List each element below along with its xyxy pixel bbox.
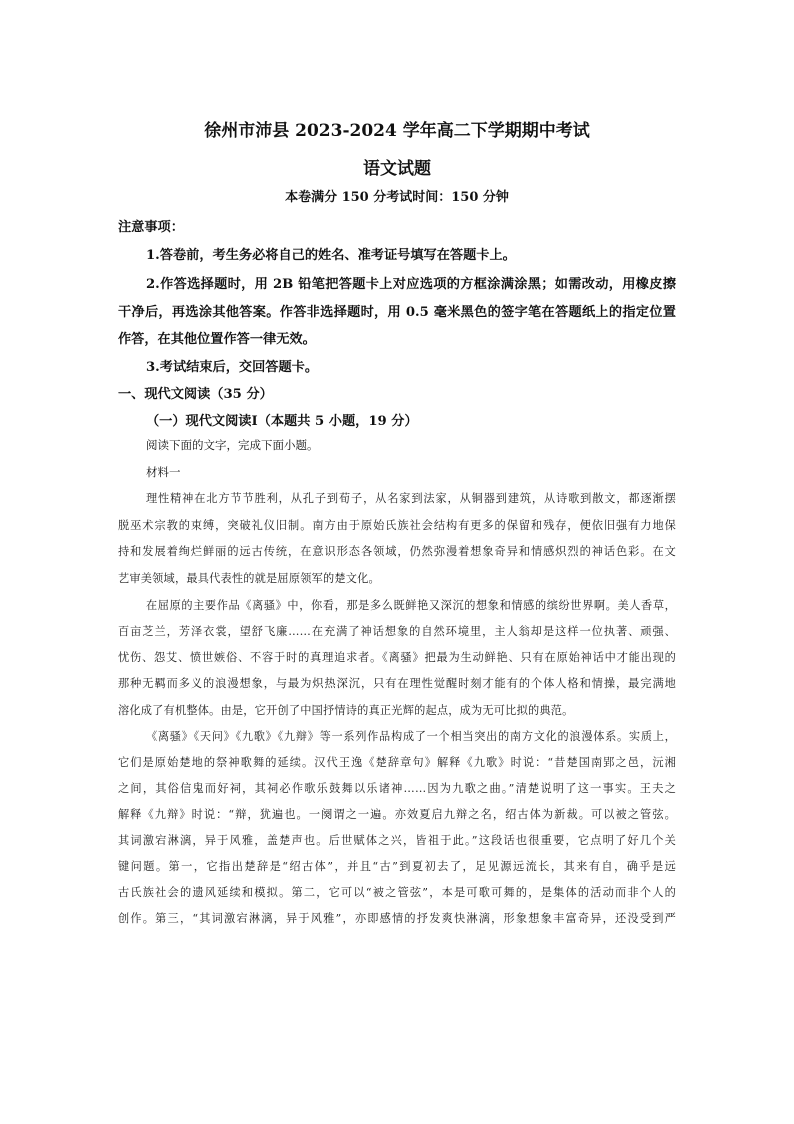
passage-line: 之间，其俗信鬼而好祠，其祠必作歌乐鼓舞以乐诸神……因为九歌之曲。”清楚说明了这一事实。王夫之 xyxy=(118,782,676,795)
exam-info: 本卷满分 150 分考试时间：150 分钟 xyxy=(285,190,509,205)
notes-item-2-line-1: 2.作答选择题时，用 2B 铅笔把答题卡上对应选项的方框涂满涂黑；如需改动，用橡皮擦 xyxy=(146,277,676,292)
exam-subtitle: 语文试题 xyxy=(363,159,431,179)
passage-line: 键问题。第一，它指出楚辞是“绍古体”，并且“古”到夏初去了，足见源远流长，其来有自，确乎是远 xyxy=(118,860,676,873)
notes-heading: 注意事项： xyxy=(118,220,184,235)
passage-line: 那种无羁而多义的浪漫想象，与最为炽热深沉，只有在理性觉醒时刻才能有的个体人格和情操，最完满地 xyxy=(118,677,676,690)
passage-line: 创作。第三，“其词激宕淋漓，异于风雅”，亦即感情的抒发爽快淋漓，形象想象丰富奇异，还没受到严 xyxy=(118,912,676,925)
exam-title: 徐州市沛县 2023-2024 学年高二下学期期中考试 xyxy=(204,121,590,141)
notes-item-2-line-3: 作答，在其他位置作答一律无效。 xyxy=(118,332,316,347)
passage-line: 溶化成了有机整体。由是，它开创了中国抒情诗的真正光辉的起点，成为无可比拟的典范。 xyxy=(118,704,574,717)
notes-item-3: 3.考试结束后，交回答题卡。 xyxy=(146,360,319,375)
notes-item-1: 1.答卷前，考生务必将自己的姓名、准考证号填写在答题卡上。 xyxy=(146,248,516,263)
notes-item-2-line-2: 干净后，再选涂其他答案。作答非选择题时，用 0.5 毫米黑色的签字笔在答题纸上的指定位置 xyxy=(118,305,676,320)
passage-line: 古氏族社会的遗风延续和模拟。第二，它可以“被之管弦”，本是可歌可舞的，是集体的活动而非个人的 xyxy=(118,886,676,899)
passage-line: 持和发展着绚烂鲜丽的远古传统，在意识形态各领域，仍然弥漫着想象奇异和情感炽烈的神话色彩。在文 xyxy=(118,545,676,558)
passage-line: 理性精神在北方节节胜利，从孔子到荀子，从名家到法家，从铜器到建筑，从诗歌到散文，都逐渐摆 xyxy=(146,492,676,505)
passage-line: 解释《九辩》时说：“辩，犹遍也。一阕谓之一遍。亦效夏启九辩之名，绍古体为新裁。可以被之管弦。 xyxy=(118,808,676,821)
section-subheading: （一）现代文阅读Ⅰ（本题共 5 小题，19 分） xyxy=(146,414,418,429)
passage-line: 脱巫术宗教的束缚，突破礼仪旧制。南方由于原始氏族社会结构有更多的保留和残存，便依旧强有力地保 xyxy=(118,519,676,532)
passage-line: 其词激宕淋漓，异于风雅，盖楚声也。后世赋体之兴，皆祖于此。”这段话也很重要，它点明了好几个关 xyxy=(118,834,676,847)
section-instruction: 阅读下面的文字，完成下面小题。 xyxy=(146,438,319,452)
material-label: 材料一 xyxy=(146,465,181,479)
passage-line: 百亩芝兰，芳泽衣裳，望舒飞廉……在充满了神话想象的自然环境里，主人翁却是这样一位执著、顽强、 xyxy=(118,625,676,638)
passage-line: 忧伤、怨艾、愤世嫉俗、不容于时的真理追求者。《离骚》把最为生动鲜艳、只有在原始神话中才能出现的 xyxy=(118,651,676,664)
passage-line: 它们是原始楚地的祭神歌舞的延续。汉代王逸《楚辞章句》解释《九歌》时说：“昔楚国南郢之邑，沅湘 xyxy=(118,756,676,769)
passage-line: 在屈原的主要作品《离骚》中，你看，那是多么既鲜艳又深沉的想象和情感的缤纷世界啊。美人香草， xyxy=(146,599,676,612)
passage-line: 艺审美领域，最具代表性的就是屈原领军的楚文化。 xyxy=(118,572,380,585)
section-heading: 一、现代文阅读（35 分） xyxy=(118,387,273,402)
passage-line: 《离骚》《天问》《九歌》《九辩》等一系列作品构成了一个相当突出的南方文化的浪漫体系。实质上， xyxy=(146,730,676,743)
